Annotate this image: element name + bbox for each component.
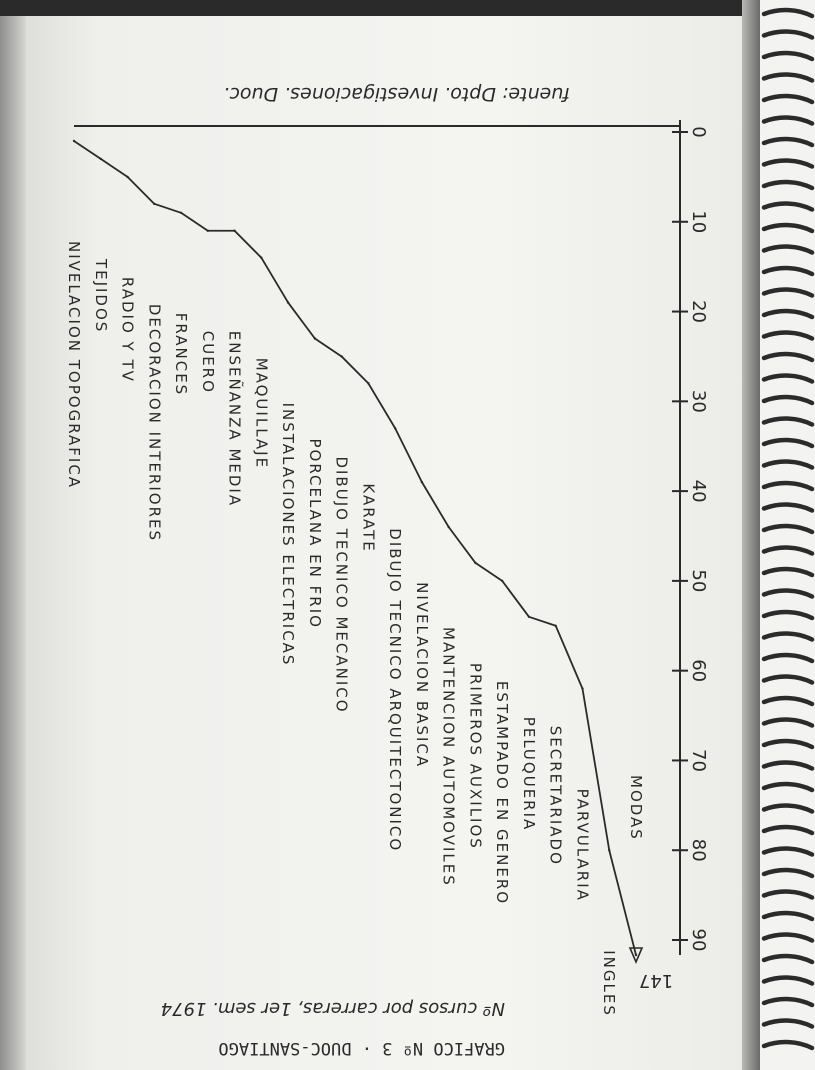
spiral-coil [764,870,812,876]
value-tick-label: 30 [688,389,709,413]
value-tick-label: 10 [688,210,709,234]
category-label: TEJIDOS [91,258,110,334]
category-label: PORCELANA EN FRIO [305,438,324,629]
category-label: PRIMEROS AUXILIOS [466,662,485,850]
spiral-coil [764,655,812,661]
data-point [180,212,182,214]
spiral-coil [764,892,812,898]
category-label: FRANCES [172,312,191,397]
spiral-coil [764,784,812,790]
data-point [153,203,155,205]
spiral-coil [764,268,812,274]
data-point [447,526,449,528]
category-label: PARVULARIA [573,788,592,902]
spiral-coils [760,0,815,1070]
category-label: MAQUILLAJE [252,357,271,470]
spiral-coil [764,849,812,855]
spiral-coil [764,677,812,683]
data-point [555,625,557,627]
category-label: NIVELACION TOPOGRAFICA [65,240,83,490]
spiral-coil [764,139,812,145]
spiral-coil [764,698,812,704]
data-point [367,382,369,384]
data-point [474,562,476,564]
value-ticks [672,126,709,951]
spiral-coil [764,96,812,102]
category-label: DECORACION INTERIORES [145,303,164,542]
spiral-coil [764,978,812,984]
data-point [233,230,235,232]
spiral-coil [764,440,812,446]
data-point [260,256,262,258]
spiral-coil [764,1021,812,1027]
spiral-coil [764,376,812,382]
value-tick-label: 0 [688,126,709,138]
spiral-coil [764,956,812,962]
data-point [394,427,396,429]
category-label: RADIO Y TV [118,276,137,383]
value-tick-label: 60 [688,659,709,683]
category-label: CUERO [198,330,217,394]
spiral-coil [764,612,812,618]
data-point [126,176,128,178]
category-label: INSTALACIONES ELECTRICAS [279,402,298,667]
value-tick-label: 70 [688,748,709,772]
value-tick-label: 90 [688,928,709,952]
category-label: DIBUJO TECNICO ARQUITECTONICO [386,528,405,853]
data-point [207,230,209,232]
data-point [100,158,102,160]
spiral-coil [764,32,812,38]
category-label: SECRETARIADO [546,725,565,866]
spiral-coil [764,741,812,747]
data-point [608,849,610,851]
value-tick-label: 20 [688,300,709,324]
spiral-coil [764,75,812,81]
spiral-coil [764,720,812,726]
data-point [501,580,503,582]
spiral-coil [764,118,812,124]
spiral-coil [764,161,812,167]
value-tick-label: 80 [688,838,709,862]
spiral-coil [764,526,812,532]
category-label: MANTENCION AUTOMOVILES [439,627,458,887]
data-point [528,616,530,618]
spiral-coil [764,806,812,812]
data-point [287,301,289,303]
data-point [421,481,423,483]
chart-source: fuente: Dpto. Investigaciones. Duoc. [223,83,570,105]
spiral-coil [764,763,812,769]
spiral-coil [764,1042,812,1048]
data-point [340,355,342,357]
category-label: KARATE [359,483,378,553]
spiral-coil [764,634,812,640]
spiral-coil [764,569,812,575]
data-point [314,337,316,339]
category-label: NIVELACION BASICA [412,582,431,769]
spiral-coil [764,462,812,468]
category-label: ESTAMPADO EN GENERO [493,680,512,906]
spiral-coil [764,548,812,554]
spiral-coil [764,182,812,188]
data-point [73,140,75,142]
spiral-coil [764,591,812,597]
end-value-label: 147 [638,970,674,991]
spiral-coil [764,913,812,919]
category-label: DIBUJO TECNICO MECANICO [332,456,351,714]
spiral-coil [764,827,812,833]
chart-title: GRAFICO Nº 3 · DUOC-SANTIAGO [218,1038,505,1058]
data-point [635,954,637,956]
spiral-coil [764,311,812,317]
value-tick-label: 50 [688,569,709,593]
category-label: ENSEÑANZA MEDIA [225,330,244,508]
spiral-coil [764,290,812,296]
spiral-coil [764,333,812,339]
spiral-coil [764,354,812,360]
spiral-coil [764,247,812,253]
category-label: MODAS [627,775,645,841]
data-point [581,687,583,689]
spiral-coil [764,53,812,59]
spiral-coil [764,10,812,16]
category-label: INGLES [600,950,619,1017]
spiral-coil [764,419,812,425]
spiral-coil [764,999,812,1005]
spiral-coil [764,397,812,403]
chart-subtitle: Nº cursos por carreras, 1er sem. 1974 [160,998,505,1019]
spiral-coil [764,225,812,231]
spiral-coil [764,483,812,489]
spiral-coil [764,204,812,210]
value-tick-label: 40 [688,479,709,503]
category-label: PELUQUERIA [519,716,538,832]
spiral-coil [764,505,812,511]
spiral-coil [764,935,812,941]
